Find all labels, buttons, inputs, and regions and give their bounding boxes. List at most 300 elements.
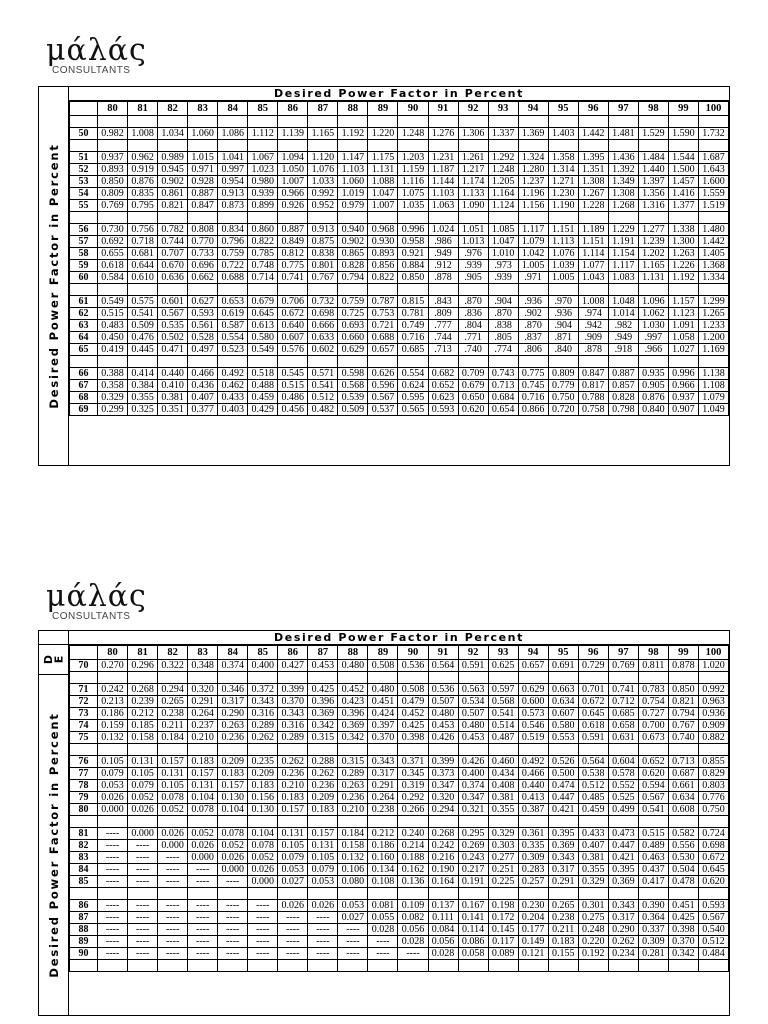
table-cell: 0.530 [668,852,698,864]
table-cell: 0.000 [98,804,128,816]
table-cell: 0.554 [218,332,248,344]
table-cell: 0.450 [98,332,128,344]
table-cell: 0.573 [518,708,548,720]
table-cell: 0.796 [218,236,248,248]
table-cell: 0.876 [638,392,668,404]
column-header: 100 [698,646,728,660]
table-cell: 0.620 [458,404,488,416]
table-cell: 0.052 [188,828,218,840]
table-cell: 1.043 [578,272,608,284]
table-cell: 1.280 [518,164,548,176]
table-cell: 0.210 [188,732,218,744]
table-cell: 1.268 [608,200,638,212]
table-cell: 0.679 [458,380,488,392]
side-letter-d: D [42,654,56,665]
header-title-2: Desired Power Factor in Percent [69,631,729,645]
table-cell: 0.633 [308,332,338,344]
table-cell: 1.300 [668,236,698,248]
table-cell: ---- [98,936,128,948]
row-label: 56 [70,224,98,236]
table-cell: 0.902 [158,176,188,188]
table-cell: 0.670 [158,260,188,272]
table-cell: 0.750 [698,804,728,816]
table-cell: 0.214 [398,840,428,852]
spacer-row [70,212,729,224]
table-cell: 1.500 [668,164,698,176]
column-header: 82 [158,646,188,660]
table-cell: 0.080 [338,876,368,888]
table-cell: 0.515 [638,828,668,840]
table-row [70,332,729,344]
table-cell: 1.051 [458,224,488,236]
table-cell: 1.276 [428,128,458,140]
table-cell: 0.264 [188,708,218,720]
row-label: 73 [70,708,98,720]
table-cell: 1.248 [398,128,428,140]
table-cell: 0.026 [248,864,278,876]
column-header: 83 [188,102,218,116]
table-cell: 0.741 [278,272,308,284]
table-cell: 1.067 [248,152,278,164]
table-cell: 0.211 [158,720,188,732]
table-cell: 0.794 [668,708,698,720]
table-cell: 0.413 [518,792,548,804]
table-cell: 0.756 [128,224,158,236]
table-cell: 0.317 [548,864,578,876]
table-cell: 0.706 [278,296,308,308]
spacer-row [70,140,729,152]
table-cell: 0.679 [248,296,278,308]
row-label: 81 [70,828,98,840]
table-cell: 1.196 [518,188,548,200]
table-cell: 1.035 [398,200,428,212]
table-cell: 0.414 [128,368,158,380]
table-cell: 0.337 [638,924,668,936]
table-cell: 1.079 [518,236,548,248]
table-cell: ---- [98,864,128,876]
table-row [70,164,729,176]
table-cell: 0.564 [428,660,458,672]
table-cell: 1.231 [428,152,458,164]
column-header-row [70,102,729,116]
table-row [70,936,729,948]
table-cell: 0.462 [218,380,248,392]
table-cell: 0.109 [398,900,428,912]
table-cell: 0.236 [278,768,308,780]
table-cell: 0.131 [278,828,308,840]
column-header: 95 [548,102,578,116]
table-cell: 0.369 [608,876,638,888]
table-row [70,368,729,380]
table-cell: 0.000 [248,876,278,888]
table-cell: 0.499 [608,804,638,816]
table-cell: 0.114 [458,924,488,936]
table-cell: 1.314 [548,164,578,176]
table-cell: 0.512 [308,392,338,404]
table-cell: 1.334 [698,272,728,284]
table-row [70,768,729,780]
table-cell: 0.028 [428,948,458,960]
table-cell: 0.291 [368,780,398,792]
table-cell: 0.696 [188,260,218,272]
table-cell: 0.026 [218,852,248,864]
table-cell: 0.291 [188,696,218,708]
corner-cell [70,646,98,660]
table-cell: 0.629 [518,684,548,696]
table-cell: 0.369 [548,840,578,852]
table-cell: 0.593 [698,900,728,912]
table-cell: 0.658 [608,720,638,732]
table-cell: 0.815 [398,296,428,308]
table-cell: 0.595 [398,392,428,404]
table-cell: 0.515 [98,308,128,320]
table-cell: 0.105 [128,768,158,780]
table-cell: 0.358 [98,380,128,392]
table-cell: 0.130 [218,792,248,804]
table-cell: 0.798 [608,404,638,416]
table-row [70,924,729,936]
table-cell: 0.730 [98,224,128,236]
table-cell: 0.575 [128,296,158,308]
table-cell: 0.561 [188,320,218,332]
table-cell: 1.131 [368,164,398,176]
row-label: 59 [70,260,98,272]
table-cell: 0.504 [668,864,698,876]
table-cell: 0.157 [308,828,338,840]
table-cell: ---- [188,924,218,936]
table-cell: 0.239 [128,696,158,708]
table-cell: 1.191 [608,236,638,248]
table-cell: 0.536 [428,684,458,696]
table-cell: 0.982 [98,128,128,140]
table-cell: 1.085 [488,224,518,236]
table-cell: 0.619 [218,308,248,320]
table-cell: 0.770 [188,236,218,248]
table-cell: 1.144 [428,176,458,188]
table-cell: 0.210 [278,780,308,792]
table-cell: 0.084 [428,924,458,936]
table-cell: .997 [638,332,668,344]
table-cell: 1.457 [668,176,698,188]
table-cell: 0.299 [98,404,128,416]
table-cell: 0.712 [608,696,638,708]
table-cell: 1.559 [698,188,728,200]
table-cell: .870 [518,320,548,332]
table-cell: 0.078 [218,828,248,840]
table-cell: 0.155 [548,948,578,960]
table-cell: .986 [428,236,458,248]
table-cell: 1.010 [488,248,518,260]
table-cell: 0.210 [338,804,368,816]
table-cell: .936 [518,296,548,308]
table-cell: 1.442 [578,128,608,140]
table-cell: 0.714 [248,272,278,284]
table-cell: ---- [188,876,218,888]
table-cell: 0.343 [368,756,398,768]
table-cell: 0.748 [248,260,278,272]
row-label: 66 [70,368,98,380]
table-cell: 0.434 [488,768,518,780]
table-cell: 0.749 [398,320,428,332]
table-cell: 0.346 [218,684,248,696]
spacer-row [70,284,729,296]
table-cell: ---- [248,948,278,960]
table-cell: 0.822 [248,236,278,248]
table-cell: .878 [428,272,458,284]
column-header: 87 [308,646,338,660]
table-cell: 0.398 [668,924,698,936]
table-cell: 1.277 [638,224,668,236]
table-cell: 0.625 [488,660,518,672]
table-cell: 0.262 [608,936,638,948]
table-cell: 0.776 [698,792,728,804]
table-cell: 0.217 [458,864,488,876]
table-cell: 0.211 [548,924,578,936]
table-cell: .904 [548,320,578,332]
table-cell: 0.055 [368,912,398,924]
table-cell: ---- [188,912,218,924]
table-cell: 0.167 [458,900,488,912]
table-cell: 0.397 [368,720,398,732]
table-cell: .804 [458,320,488,332]
table-cell: 0.657 [368,344,398,356]
table-cell: 1.220 [368,128,398,140]
table-cell: 0.775 [518,368,548,380]
table-cell: ---- [158,912,188,924]
table-cell: 0.157 [188,768,218,780]
table-cell: 1.023 [248,164,278,176]
table-cell: 0.692 [98,236,128,248]
table-cell: 0.945 [158,164,188,176]
column-header: 93 [488,646,518,660]
table-cell: 0.541 [128,308,158,320]
row-label: 77 [70,768,98,780]
table-row [70,864,729,876]
table-cell: 0.672 [278,308,308,320]
table-cell: 0.584 [98,272,128,284]
table-cell: 0.479 [398,696,428,708]
column-header: 91 [428,102,458,116]
table-cell: 1.205 [488,176,518,188]
table-cell: 0.395 [608,864,638,876]
table-cell: 0.466 [518,768,548,780]
table-cell: 0.519 [518,732,548,744]
row-label: 84 [70,864,98,876]
table-cell: 1.151 [578,236,608,248]
table-cell: 0.645 [578,708,608,720]
table-cell: 1.203 [398,152,428,164]
table-row [70,912,729,924]
table-cell: 1.103 [428,188,458,200]
table-cell: 0.369 [338,720,368,732]
table-cell: 0.277 [488,852,518,864]
table-cell: 0.105 [308,852,338,864]
table-cell: 0.292 [398,792,428,804]
table-cell: 0.876 [128,176,158,188]
table-cell: 1.112 [248,128,278,140]
table-cell: 0.263 [218,720,248,732]
table-cell: 1.481 [608,128,638,140]
table-cell: 0.528 [188,332,218,344]
table-cell: .973 [488,260,518,272]
table-cell: ---- [188,936,218,948]
side-title-corner [39,631,69,645]
table-cell: 0.486 [278,392,308,404]
table-cell: 1.113 [548,236,578,248]
column-header: 92 [458,102,488,116]
table-cell: 0.162 [398,864,428,876]
table-cell: 0.962 [128,152,158,164]
table-cell: 1.090 [458,200,488,212]
table-cell: ---- [218,936,248,948]
table-cell: 0.132 [338,852,368,864]
table-cell: 1.131 [638,272,668,284]
table-cell: 0.335 [518,840,548,852]
row-label: 58 [70,248,98,260]
row-label: 75 [70,732,98,744]
table-cell: ---- [278,948,308,960]
table-cell: 0.483 [98,320,128,332]
table-cell: 1.079 [698,392,728,404]
table-cell: 1.356 [638,188,668,200]
table-cell: 0.078 [158,792,188,804]
table-cell: 0.347 [428,780,458,792]
table-cell: 0.191 [458,876,488,888]
table-cell: 0.783 [638,684,668,696]
table-cell: 0.290 [608,924,638,936]
table-cell: 1.019 [338,188,368,200]
table-cell: 1.083 [608,272,638,284]
table-cell: 1.108 [698,380,728,392]
table-cell: 0.743 [488,368,518,380]
table-cell: 1.076 [308,164,338,176]
table-cell: 0.371 [398,756,428,768]
power-factor-table-1 [69,101,729,416]
row-label: 61 [70,296,98,308]
table-cell: 0.652 [638,756,668,768]
table-cell: ---- [98,900,128,912]
table-cell: 0.835 [128,188,158,200]
table-cell: 0.440 [518,780,548,792]
table-cell: 1.192 [338,128,368,140]
table-cell: 0.459 [248,392,278,404]
table-cell: 1.324 [518,152,548,164]
table-cell: 0.160 [368,852,398,864]
table-cell: 0.785 [248,248,278,260]
row-label: 89 [70,936,98,948]
table-cell: 0.607 [548,708,578,720]
table-cell: 0.290 [218,708,248,720]
table-cell: 0.317 [608,912,638,924]
table-cell: 1.075 [398,188,428,200]
table-cell: 0.893 [98,164,128,176]
table-cell: ---- [218,900,248,912]
table-row [70,852,729,864]
table-cell: 0.384 [128,380,158,392]
table-cell: 0.079 [128,780,158,792]
table-cell: 0.053 [308,876,338,888]
table-cell: 0.164 [428,876,458,888]
table-cell: 0.459 [578,804,608,816]
table-cell: 0.478 [668,876,698,888]
table-cell: 1.403 [548,128,578,140]
table-cell: 1.116 [398,176,428,188]
row-label: 80 [70,804,98,816]
table-cell: 1.047 [488,236,518,248]
spacer-row [70,816,729,828]
table-cell: 0.653 [218,296,248,308]
table-cell: ---- [278,912,308,924]
table-cell: 0.209 [218,756,248,768]
table-cell: .918 [608,344,638,356]
table-cell: 0.403 [218,404,248,416]
table-cell: 0.186 [98,708,128,720]
table-cell: 0.053 [98,780,128,792]
table-cell: 0.451 [668,900,698,912]
row-label: 68 [70,392,98,404]
table-cell: 0.856 [368,260,398,272]
column-header: 98 [638,102,668,116]
table-cell: .912 [428,260,458,272]
table-cell: 0.979 [338,200,368,212]
table-cell: 1.103 [338,164,368,176]
table-cell: 0.131 [188,780,218,792]
table-cell: 0.433 [578,828,608,840]
table-cell: 0.355 [488,804,518,816]
table-cell: 0.745 [518,380,548,392]
table-cell: 1.349 [608,176,638,188]
table-cell: 1.397 [638,176,668,188]
table-cell: 0.928 [188,176,218,188]
table-cell: 0.905 [638,380,668,392]
table-cell: 0.329 [98,392,128,404]
table-cell: ---- [338,936,368,948]
table-cell: 0.209 [248,768,278,780]
table-cell: 1.124 [488,200,518,212]
table-cell: 1.033 [308,176,338,188]
table-cell: 1.048 [608,296,638,308]
table-cell: 0.130 [248,804,278,816]
table-cell: 0.437 [638,864,668,876]
table-cell: ---- [98,948,128,960]
table-cell: 0.700 [638,720,668,732]
table-cell: 1.169 [698,344,728,356]
table-cell: 0.526 [548,756,578,768]
table-cell: 0.958 [398,236,428,248]
table-cell: 1.165 [308,128,338,140]
table-cell: ---- [128,852,158,864]
table-cell: 0.424 [368,708,398,720]
table-cell: 0.265 [158,696,188,708]
table-cell: 0.512 [698,936,728,948]
table-cell: 0.666 [308,320,338,332]
table-cell: ---- [158,852,188,864]
table-cell: ---- [158,924,188,936]
table-row [70,176,729,188]
table-cell: 0.662 [188,272,218,284]
table-cell: 0.654 [488,404,518,416]
table-cell: 0.343 [248,696,278,708]
table-cell: 0.248 [578,924,608,936]
table-cell: 0.688 [218,272,248,284]
table-cell: .905 [458,272,488,284]
table-cell: 0.026 [98,792,128,804]
spacer-row [70,116,729,128]
table-cell: 0.954 [218,176,248,188]
table-cell: ---- [248,912,278,924]
table-cell: 0.861 [158,188,188,200]
table-cell: 0.567 [698,912,728,924]
